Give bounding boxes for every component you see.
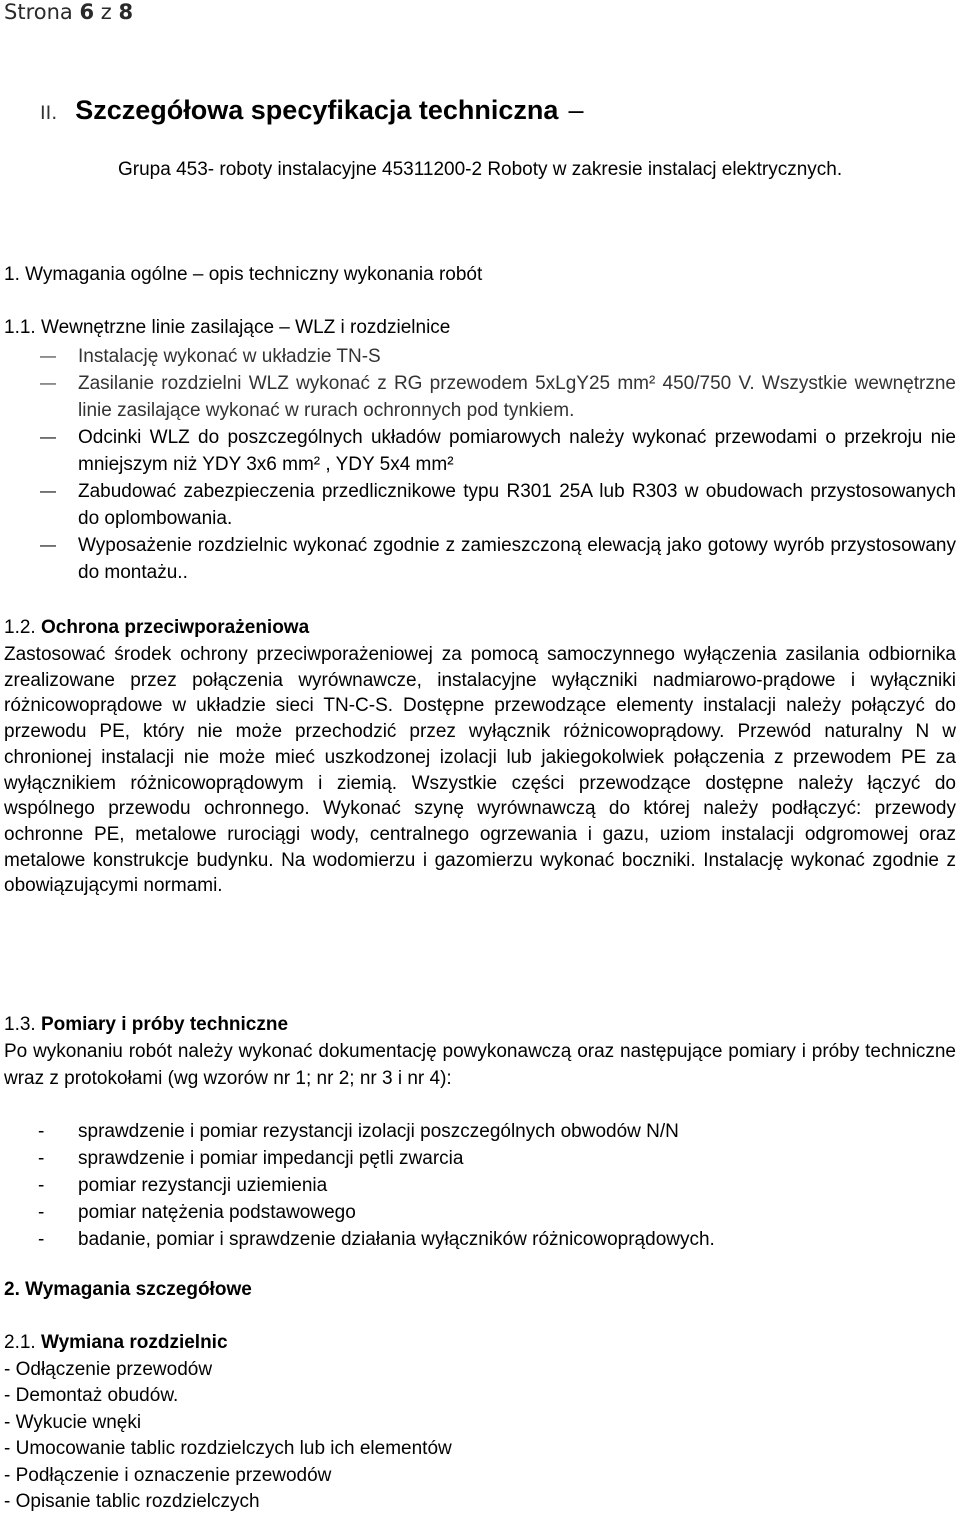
page-label: Strona	[4, 0, 73, 24]
heading-number: 1.3.	[4, 1014, 41, 1035]
heading-text: Ochrona przeciwporażeniowa	[40, 617, 310, 638]
section-1-1-list	[40, 343, 956, 586]
document-title	[40, 95, 583, 126]
list-item: — Zabudować zabezpieczenia przedlicznikowe typu R301 25A lub R303 w obudowach przystosowanych do oplombowania.	[40, 478, 956, 532]
title-dash: –	[568, 95, 584, 125]
list-item: - Demontaż obudów.	[4, 1385, 179, 1407]
list-item: - Umocowanie tablic rozdzielczych lub ich elementów	[4, 1438, 452, 1460]
heading-number: 1.2.	[4, 617, 41, 638]
list-item: - Odłączenie przewodów	[4, 1359, 213, 1380]
title-text: Szczegółowa specyfikacja techniczna	[75, 95, 559, 125]
section-1-3-heading	[4, 1012, 288, 1038]
section-1-3-body: Po wykonaniu robót należy wykonać dokumentację powykonawczą oraz następujące pomiary i próby techniczne wraz z protokołami (wg wzorów nr 1; nr 2; nr 3 i nr 4):	[4, 1041, 956, 1089]
document-subtitle: Grupa 453- roboty instalacyjne 45311200-2 Roboty w zakresie instalacj elektrycznych.	[118, 159, 843, 180]
section-1-3-list	[38, 1118, 715, 1253]
current-page: 6	[79, 0, 95, 24]
heading-text: Wymiana rozdzielnic	[40, 1332, 228, 1353]
heading-number: 2.1.	[4, 1332, 41, 1353]
heading-text: Wewnętrzne linie zasilające – WLZ i rozdzielnice	[40, 317, 451, 338]
list-item: — Wyposażenie rozdzielnic wykonać zgodnie z zamieszczoną elewacją jako gotowy wyrób przystosowany do montażu..	[40, 532, 956, 586]
section-1-heading: 1. Wymagania ogólne – opis techniczny wykonania robót	[4, 264, 483, 285]
list-item: - Wykucie wnęki	[4, 1411, 142, 1433]
section-1-1-heading	[4, 315, 450, 341]
title-number: II.	[40, 102, 58, 124]
list-item: - sprawdzenie i pomiar impedancji pętli zwarcia	[38, 1145, 715, 1172]
list-item: — Odcinki WLZ do poszczególnych układów pomiarowych należy wykonać przewodami o przekroju nie mniejszym niż YDY 3x6 mm² , YDY 5x4 mm²	[40, 424, 956, 478]
section-2-heading: 2. Wymagania szczegółowe	[4, 1279, 252, 1300]
section-2-1-heading	[4, 1330, 228, 1356]
list-item: - badanie, pomiar i sprawdzenie działania wyłączników różnicowoprądowych.	[38, 1226, 715, 1253]
list-item: - pomiar rezystancji uziemienia	[38, 1172, 715, 1199]
list-item: - Podłączenie i oznaczenie przewodów	[4, 1464, 332, 1486]
total-pages: 8	[118, 0, 134, 24]
heading-number: 1.1.	[4, 317, 41, 338]
list-item: - Opisanie tablic rozdzielczych	[4, 1491, 260, 1513]
heading-text: Pomiary i próby techniczne	[40, 1014, 289, 1035]
section-2-1-list	[4, 1357, 452, 1515]
list-item: - pomiar natężenia podstawowego	[38, 1199, 715, 1226]
section-1-2-body: Zastosować środek ochrony przeciwporażeniowej za pomocą samoczynnego wyłączenia zasilania odbiornika zrealizowane przez połączenia wyrównawcze, instalacyjne wyłączniki nadmiarowo-prądowe i wyłączniki różnicowoprądowe w układzie sieci TN-C-S. Dostępne przewodzące elementy instalacji należy połączyć do przewodu PE, który nie może przechodzić przez wyłącznik różnicowoprądowy. Przewód naturalny N w chronionej instalacji nie może mieć uszkodzonej izolacji lub jakiegokolwiek połączenia z przewodem PE za wyłącznikiem różnicowoprądowym i ziemią. Wszystkie części przewodzące dostępne należy łączyć do wspólnego przewodu ochronnego. Wykonać szynę wyrównawczą do której należy podłączyć: przewody ochronne PE, metalowe rurociągi wody, centralnego ogrzewania i gazu, uziom instalacji odgromowej oraz metalowe konstrukcje budynku. Na wodomierzu i gazomierzu wykonać boczniki. Instalację wykonać zgodnie z obowiązującymi normami.	[4, 644, 956, 897]
list-item: — Zasilanie rozdzielni WLZ wykonać z RG przewodem 5xLgY25 mm² 450/750 V. Wszystkie wewnętrzne linie zasilające wykonać w rurach ochronnych pod tynkiem.	[40, 370, 956, 424]
list-item: - sprawdzenie i pomiar rezystancji izolacji poszczególnych obwodów N/N	[38, 1118, 715, 1145]
page-of: z	[100, 0, 112, 24]
section-1-2-heading	[4, 615, 309, 641]
list-item: — Instalację wykonać w układzie TN-S	[40, 343, 956, 370]
page-number-header	[4, 0, 133, 24]
